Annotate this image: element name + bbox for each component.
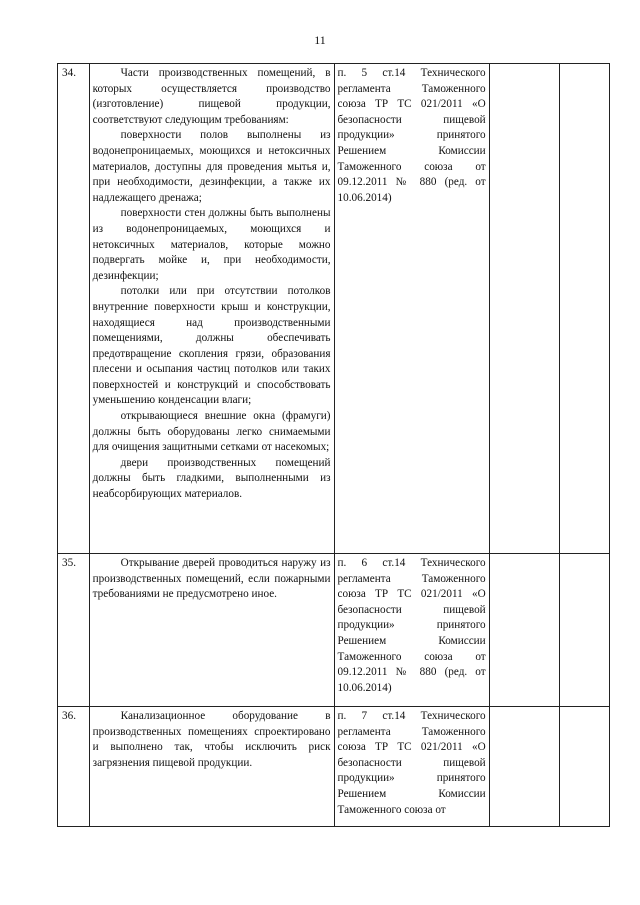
note-cell[interactable] — [560, 64, 610, 554]
reference-text: п. 6 ст.14 Технического регламента Таможенного союза ТР ТС 021/2011 «О безопасности пищевой продукции» принятого Решением Комиссии Таможенного союза от 09.12.2011 № 880 (ред. от 10.06.2014) — [337, 557, 486, 694]
row-number: 34. — [58, 64, 90, 554]
requirement-text: поверхности стен должны быть выполнены из водонепроницаемых, моющихся и нетоксичных материалов, которые можно подвергать мойке и, при необходимости, дезинфекции; — [92, 207, 331, 282]
requirement-cell — [89, 64, 334, 554]
requirement-cell — [89, 707, 334, 827]
requirement-text: Канализационное оборудование в производственных помещениях спроектировано и выполнено так, чтобы исключить риск загрязнения пищевой продукции. — [92, 710, 331, 769]
answer-cell[interactable] — [489, 64, 560, 554]
table-row — [58, 64, 610, 554]
requirement-text: Открывание дверей проводиться наружу из производственных помещений, если пожарными требованиями не предусмотрено иное. — [92, 557, 331, 601]
requirement-text: потолки или при отсутствии потолков внутренние поверхности крыш и конструкции, находящиеся над производственными помещениями, должны обеспечивать предотвращение скопления грязи, образования плесени и осыпания частиц потолков или таких поверхностей и конструкций и способствовать уменьшению конденсации влаги; — [92, 285, 331, 407]
requirement-text: открывающиеся внешние окна (фрамуги) должны быть оборудованы легко снимаемыми для очищения защитными сетками от насекомых; — [92, 410, 331, 454]
reference-cell — [334, 707, 489, 827]
row-number: 36. — [58, 707, 90, 827]
reference-cell — [334, 64, 489, 554]
requirement-text: Части производственных помещений, в которых осуществляется производство (изготовление) пищевой продукции, соответствуют следующим требованиям: — [92, 67, 331, 126]
answer-cell[interactable] — [489, 707, 560, 827]
answer-cell[interactable] — [489, 554, 560, 707]
reference-cell — [334, 554, 489, 707]
page-number: 11 — [314, 33, 326, 47]
table-row — [58, 707, 610, 827]
reference-text: п. 5 ст.14 Технического регламента Таможенного союза ТР ТС 021/2011 «О безопасности пищевой продукции» принятого Решением Комиссии Таможенного союза от 09.12.2011 № 880 (ред. от 10.06.2014) — [337, 67, 486, 204]
requirement-text: двери производственных помещений должны быть гладкими, выполненными из неабсорбирующих материалов. — [92, 456, 331, 501]
reference-text: п. 7 ст.14 Технического регламента Таможенного союза ТР ТС 021/2011 «О безопасности пищевой продукции» принятого Решением Комиссии Таможенного союза от — [337, 710, 486, 816]
requirements-table — [57, 63, 610, 827]
table-row — [58, 554, 610, 707]
requirement-text: поверхности полов выполнены из водонепроницаемых, моющихся и нетоксичных материалов, доступны для проведения мытья и, при необходимости, дезинфекции, а также их надлежащего дренажа; — [92, 129, 331, 204]
note-cell[interactable] — [560, 554, 610, 707]
row-number: 35. — [58, 554, 90, 707]
requirement-cell — [89, 554, 334, 707]
note-cell[interactable] — [560, 707, 610, 827]
